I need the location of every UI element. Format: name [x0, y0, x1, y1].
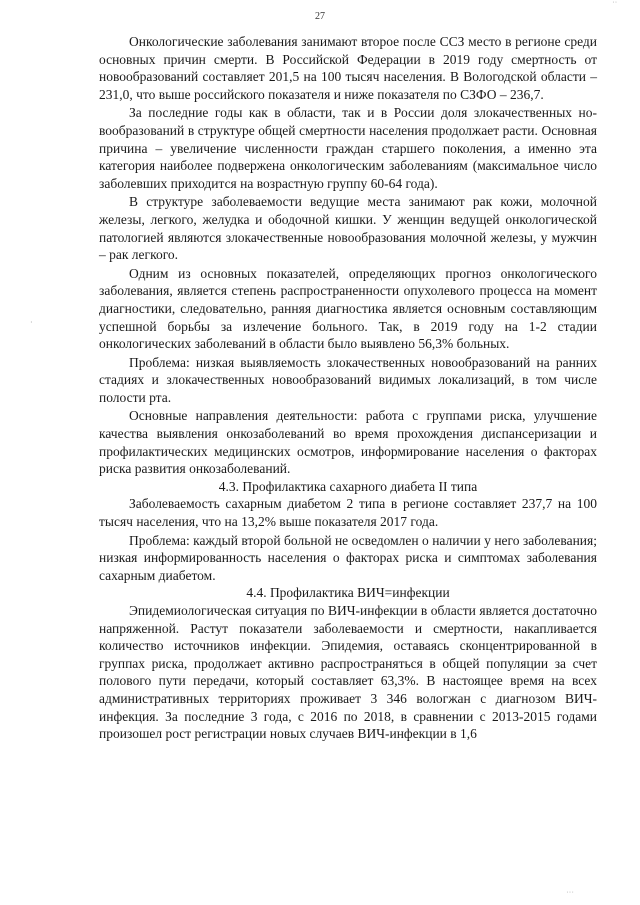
scan-artifact-mark: ˙˙˙: [566, 890, 574, 899]
paragraph-oncology-problem: Проблема: низкая выявляемость злокачественных новообразований на ранних стадиях и злокачественных новообразований видимых локализаций, в том числе полости рта.: [99, 354, 597, 405]
page-body: [99, 33, 597, 743]
paragraph-oncology-share: За последние годы как в области, так и в России доля злокачественных новообразований в структуре общей смертности населения продолжает расти. Основная причина – увеличение численности граждан старшего поколения, а именно эта категория наиболее подвержена онкологическим заболеваниям (максимальное число заболевших приходится на возрастную группу 60-64 года).: [99, 105, 597, 191]
paragraph-oncology-mortality: Онкологические заболевания занимают второе после ССЗ место в регионе среди основных причин смерти. В Российской Федерации в 2019 году смертность от новообразований составляет 201,5 на 100 тысяч населения. В Вологодской области – 231,0, что выше российского показателя и ниже показателя по СЗФО – 236,7.: [99, 34, 597, 102]
paragraph-hiv-situation: Эпидемиологическая ситуация по ВИЧ-инфекции в области является достаточно напряженной. Растут показатели заболеваемости и смертности, накапливается количество источников инфекции. Эпидемия, оставаясь сконцентрированной в группах риска, продолжает активно распространяться в общей популяции за счет полового пути передачи, который составляет 63,3%. В настоящее время на всех административных территориях проживает 3 346 вологжан с диагнозом ВИЧ-инфекция. За последние 3 года, с 2016 по 2018, в сравнении с 2013-2015 годами произошел рост регистрации новых случаев ВИЧ-инфекции в 1,6: [99, 603, 597, 742]
page-number: 27: [315, 11, 325, 22]
section-heading-hiv: 4.4. Профилактика ВИЧ=инфекции: [246, 585, 450, 601]
paragraph-oncology-diagnostics: Одним из основных показателей, определяющих прогноз онкологического заболевания, является степень распространенности опухолевого процесса на момент диагностики, следовательно, ранняя диагностика является основным составляющим успешной борьбы за излечение больного. Так, в 2019 году на 1-2 стадии онкологических заболеваний в области было выявлено 56,3% больных.: [99, 265, 597, 352]
paragraph-diabetes-problem: Проблема: каждый второй больной не осведомлен о наличии у него заболевания; низкая информированность населения о факторах риска и симптомах заболевания сахарным диабетом.: [99, 532, 597, 583]
paragraph-oncology-directions: Основные направления деятельности: работа с группами риска, улучшение качества выявления онкозаболеваний во время прохождения диспансеризации и профилактических медицинских осмотров, информирование населения о факторах риска развития онкозаболеваний.: [99, 408, 597, 477]
paragraph-oncology-structure: В структуре заболеваемости ведущие места занимают рак кожи, молочной железы, легкого, желудка и ободочной кишки. У женщин ведущей онкологической патологией являются злокачественные новообразования молочной железы, у мужчин – рак легкого.: [99, 194, 597, 263]
section-heading-diabetes: 4.3. Профилактика сахарного диабета II типа: [218, 478, 478, 494]
paragraph-diabetes-incidence: Заболеваемость сахарным диабетом 2 типа в регионе составляет 237,7 на 100 тысяч населения, что на 13,2% выше показателя 2017 года.: [99, 496, 597, 530]
scan-artifact-mark: ˙˙: [612, 0, 618, 9]
scan-artifact-mark: ·: [30, 318, 33, 327]
